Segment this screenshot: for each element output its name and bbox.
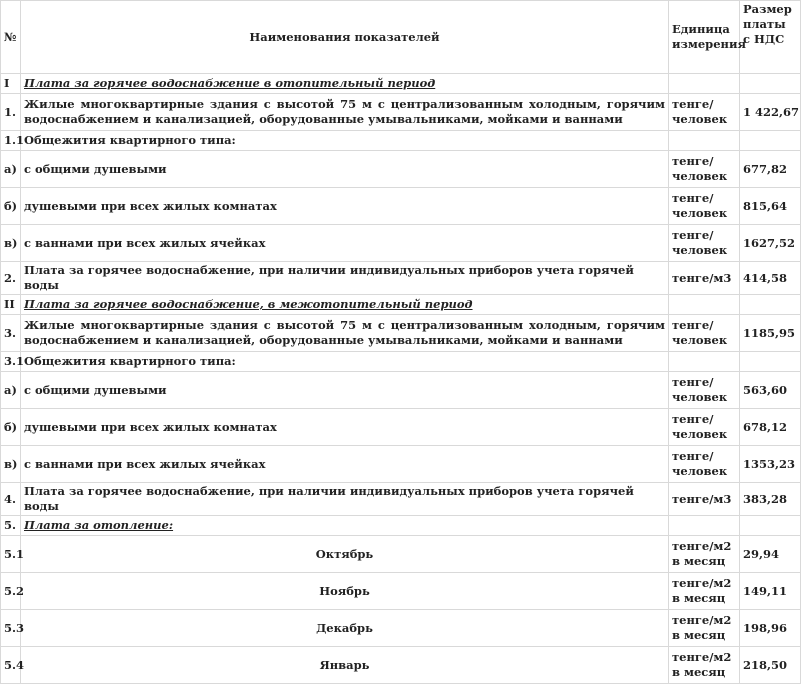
row-number: 5.4 <box>1 647 21 684</box>
row-name: Январь <box>21 647 669 684</box>
row-name: Плата за горячее водоснабжение, при наличии индивидуальных приборов учета горячей воды <box>21 262 669 295</box>
row-number: 1. <box>1 94 21 131</box>
row-unit: тенге/ человек <box>669 409 740 446</box>
row-number: а) <box>1 372 21 409</box>
table-row <box>1 610 801 647</box>
row-number: 1.1 <box>1 131 21 151</box>
table-row <box>1 131 801 151</box>
table-row <box>1 151 801 188</box>
row-value: 1185,95 <box>740 315 801 352</box>
row-value: 198,96 <box>740 610 801 647</box>
row-name: с общими душевыми <box>21 372 669 409</box>
row-number: 5.2 <box>1 573 21 610</box>
table-row <box>1 516 801 536</box>
header-value-line2: платы <box>743 17 786 31</box>
row-name: Общежития квартирного типа: <box>21 352 669 372</box>
row-value: 383,28 <box>740 483 801 516</box>
table-header-row <box>1 1 801 74</box>
row-value: 815,64 <box>740 188 801 225</box>
row-value <box>740 295 801 315</box>
row-number: 4. <box>1 483 21 516</box>
row-name: Плата за горячее водоснабжение, при наличии индивидуальных приборов учета горячей воды <box>21 483 669 516</box>
row-value <box>740 74 801 94</box>
table-row <box>1 446 801 483</box>
row-value: 678,12 <box>740 409 801 446</box>
row-value: 29,94 <box>740 536 801 573</box>
row-value: 563,60 <box>740 372 801 409</box>
row-name <box>21 295 669 315</box>
header-unit <box>669 1 746 74</box>
row-number: 3.1 <box>1 352 21 372</box>
row-number: 5.3 <box>1 610 21 647</box>
row-value <box>740 131 801 151</box>
row-unit: тенге/м2 в месяц <box>669 610 740 647</box>
header-number: № <box>1 1 21 74</box>
row-number: 2. <box>1 262 21 295</box>
row-name: Жилые многоквартирные здания с высотой 75 м с централизованным холодным, горячим водоснабжением и канализацией, оборудованные умывальниками, мойками и ваннами <box>21 94 669 131</box>
table-row <box>1 94 801 131</box>
row-name <box>21 516 669 536</box>
row-name: Декабрь <box>21 610 669 647</box>
row-number: в) <box>1 446 21 483</box>
row-unit <box>669 295 740 315</box>
table-row <box>1 188 801 225</box>
row-name: душевыми при всех жилых комнатах <box>21 188 669 225</box>
row-value: 414,58 <box>740 262 801 295</box>
table-row <box>1 74 801 94</box>
table-row <box>1 225 801 262</box>
header-value-line1: Размер <box>743 2 792 16</box>
row-name: Жилые многоквартирные здания с высотой 75 м с централизованным холодным, горячим водоснабжением и канализацией, оборудованные умывальниками, мойками и ваннами <box>21 315 669 352</box>
row-unit <box>669 131 740 151</box>
header-value-line3: с НДС <box>743 32 785 46</box>
row-name: душевыми при всех жилых комнатах <box>21 409 669 446</box>
header-unit-line2: измерения <box>672 37 746 51</box>
row-number: б) <box>1 409 21 446</box>
row-name: Общежития квартирного типа: <box>21 131 669 151</box>
table-row <box>1 573 801 610</box>
row-value: 1 422,67 <box>740 94 801 131</box>
row-name: Ноябрь <box>21 573 669 610</box>
table-body <box>1 74 801 684</box>
row-value: 149,11 <box>740 573 801 610</box>
row-number: б) <box>1 188 21 225</box>
row-unit: тенге/ человек <box>669 225 740 262</box>
table-row <box>1 262 801 295</box>
row-number: I <box>1 74 21 94</box>
row-unit <box>669 352 740 372</box>
row-unit: тенге/ человек <box>669 372 740 409</box>
row-number: II <box>1 295 21 315</box>
row-unit: тенге/ человек <box>669 446 740 483</box>
table-row <box>1 647 801 684</box>
header-value <box>740 1 801 74</box>
row-number: а) <box>1 151 21 188</box>
row-unit: тенге/ человек <box>669 315 740 352</box>
table-row <box>1 315 801 352</box>
row-unit: тенге/м2 в месяц <box>669 647 740 684</box>
section-title: Плата за отопление: <box>24 518 174 532</box>
row-number: в) <box>1 225 21 262</box>
row-unit <box>669 74 740 94</box>
table-row <box>1 372 801 409</box>
table-row <box>1 295 801 315</box>
row-unit: тенге/м3 <box>669 483 740 516</box>
row-name: с ваннами при всех жилых ячейках <box>21 225 669 262</box>
header-unit-line1: Единица <box>672 22 730 36</box>
row-name: Октябрь <box>21 536 669 573</box>
row-unit: тенге/м2 в месяц <box>669 536 740 573</box>
row-value <box>740 352 801 372</box>
row-value: 1627,52 <box>740 225 801 262</box>
row-name <box>21 74 669 94</box>
row-unit: тенге/ человек <box>669 188 740 225</box>
row-value <box>740 516 801 536</box>
row-unit <box>669 516 740 536</box>
row-value: 218,50 <box>740 647 801 684</box>
section-title: Плата за горячее водоснабжение в отопительный период <box>24 76 436 90</box>
row-value: 1353,23 <box>740 446 801 483</box>
table-row <box>1 536 801 573</box>
row-name: с ваннами при всех жилых ячейках <box>21 446 669 483</box>
row-unit: тенге/ человек <box>669 151 740 188</box>
section-title: Плата за горячее водоснабжение, в межотопительный период <box>24 297 473 311</box>
row-unit: тенге/м3 <box>669 262 740 295</box>
table-row <box>1 352 801 372</box>
header-name: Наименования показателей <box>21 1 669 74</box>
row-unit: тенге/м2 в месяц <box>669 573 740 610</box>
table-row <box>1 409 801 446</box>
table-row <box>1 483 801 516</box>
row-value: 677,82 <box>740 151 801 188</box>
row-unit: тенге/ человек <box>669 94 740 131</box>
row-number: 5. <box>1 516 21 536</box>
row-name: с общими душевыми <box>21 151 669 188</box>
row-number: 5.1 <box>1 536 21 573</box>
row-number: 3. <box>1 315 21 352</box>
